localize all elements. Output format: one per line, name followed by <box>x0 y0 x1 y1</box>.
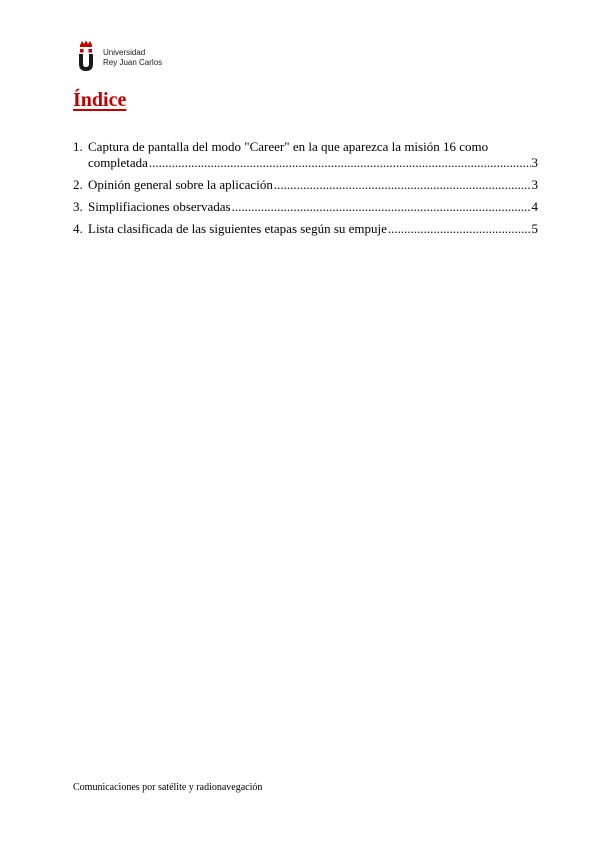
logo-line-2: Rey Juan Carlos <box>103 57 163 67</box>
toc-entry-4[interactable] <box>73 221 538 237</box>
logo-wordmark <box>103 48 162 67</box>
toc-entry-1[interactable] <box>73 139 538 171</box>
toc-entry-2[interactable] <box>73 177 538 193</box>
toc-entry-title: Opinión general sobre la aplicación <box>88 177 273 192</box>
page-footer: Comunicaciones por satélite y radionavegación <box>73 782 263 793</box>
toc-entry-page: 3 <box>531 155 538 170</box>
toc-dot-leader <box>388 221 531 237</box>
toc-entry-number: 3. <box>73 199 83 214</box>
toc-entry-title: Simplifiaciones observadas <box>88 199 231 214</box>
toc-entry-title-continued: completada <box>88 155 148 170</box>
toc-entry-number: 4. <box>73 221 83 236</box>
toc-entry-number: 2. <box>73 177 83 192</box>
toc-dot-leader <box>274 177 531 193</box>
page-title: Índice <box>73 89 127 111</box>
logo-line-1: Universidad <box>103 48 146 57</box>
toc-entry-title: Lista clasificada de las siguientes etapas según su empuje <box>88 221 387 236</box>
university-logo <box>77 40 197 72</box>
toc-entry-number: 1. <box>73 139 83 154</box>
toc-dot-leader <box>232 199 531 215</box>
toc-entry-page: 4 <box>531 199 538 214</box>
toc-dot-leader <box>149 155 531 171</box>
urjc-logo-icon <box>77 40 95 72</box>
toc-entry-page: 5 <box>531 221 538 236</box>
toc-entry-page: 3 <box>531 177 538 192</box>
table-of-contents <box>73 139 538 243</box>
toc-entry-title: Captura de pantalla del modo "Career" en la que aparezca la misión 16 como <box>88 139 489 154</box>
toc-entry-3[interactable] <box>73 199 538 215</box>
